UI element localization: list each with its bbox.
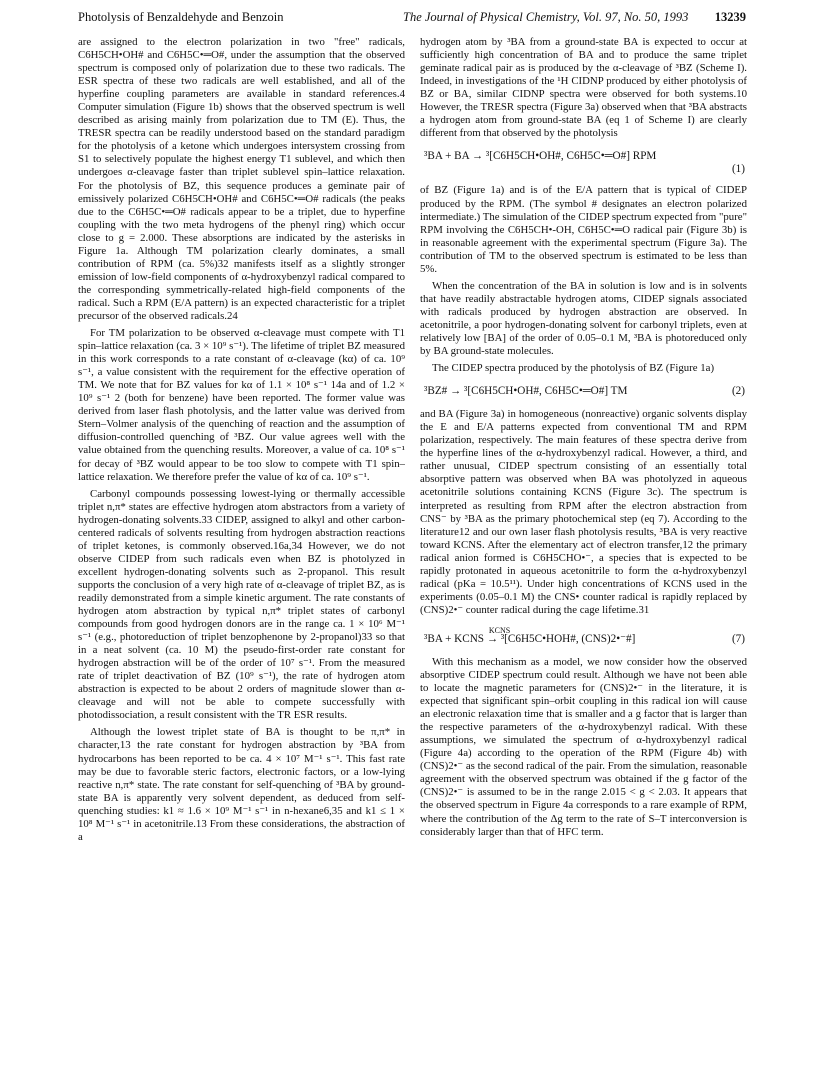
paragraph: For TM polarization to be observed α-cleavage must compete with T1 spin–lattice relaxation (ca. 3 × 10⁹ s⁻¹). The lifetime of triplet BZ measured in this work corresponds to a rate constant of α-cleavage (kα) of ca. 10⁹ s⁻¹, a value consistent with the requirement for the effective operation of TM. We note that for BZ values for kα of 1.1 × 10⁸ s⁻¹ 14a and of 1.2 × 10⁹ s⁻¹ 2 (both for benzene) have been reported. The former value was derived from laser flash photolysis, and the latter value was derived from Stern–Volmer analysis of the quenching of reaction and the assumption of diffusion-controlled quenching of ³BZ. Our value agrees well with the value obtained from the quenching results. Moreover, a value of ca. 10⁸ s⁻¹ for decay of ³BZ would appear to be too slow to compete with T1 spin–lattice relaxation. We therefore prefer the value of kα of ca. 10⁹ s⁻¹.	[78, 327, 405, 483]
page-number: 13239	[714, 10, 746, 24]
equation-number: (7)	[731, 632, 745, 645]
paragraph: are assigned to the electron polarization in two "free" radicals, C6H5CH•OH# and C6H5C•═O#, under the assumption that the observed spectrum is composed only of polarization due to these two radicals. The ESR spectra of these two radicals are well established, and all of the hyperfine coupling parameters are available in standard references.4 Computer simulation (Figure 1b) shows that the observed spectrum is well described as arising mainly from polarization due to TM (E). Thus, the TRESR spectra can be readily understood based on the standard paradigm for the photolysis of a ketone which undergoes intersystem crossing from S1 to selectively populate the highest energy T1 sublevel, and which then undergoes α-cleavage faster than triplet sublevel spin–lattice relaxation. For the photolysis of BZ, this sequence produces a geminate pair of emissively polarized C6H5CH•OH# and C6H5C•═O# radicals (the peaks due to the C6H5C•═O# radicals appear to be a triplet, due to hyperfine coupling with the two meta hydrogens of the phenyl ring) which occur close to g = 2.000. These absorptions are indicated by the asterisks in Figure 1a. Although TM polarization clearly dominates, a small contribution of RPM (ca. 5%)32 manifests itself as a slightly stronger emission of low-field components of α-hydroxybenzyl radical compared to the corresponding symmetrically-related high-field components of the radical. Such a RPM (E/A pattern) is an expected characteristic for a triplet precursor of the observed radicals.24	[78, 36, 405, 322]
equation-1	[420, 150, 747, 176]
arrow-label: KCNS	[488, 625, 511, 635]
paragraph: and BA (Figure 3a) in homogeneous (nonreactive) organic solvents display the E and E/A patterns expected from conventional TM and RPM polarization, respectively. The main features of these spectra derive from the hyperfine lines of the α-hydroxybenzyl radical. However, a third, and rather unusual, CIDEP spectrum consisting of an essentially total absorptive pattern was observed when BA was photolyzed in aqueous acetonitrile solutions containing KCNS (Figure 3c). The spectrum is interpreted as resulting from RPM after the electron abstraction from CNS⁻ by ³BA as the primary photochemical step (eq 7). According to the literature12 and our own laser flash photolysis results, ³BA is very reactive toward KCNS. After the elementary act of electron transfer,12 the primary radical anion formed is C6H5CHO•⁻, a species that is expected to be rapidly protonated in aqueous acetonitrile to form the α-hydroxybenzyl radical (pKa = 10.5¹¹). Under high concentrations of KCNS used in the experiments (0.05–0.1 M) the CNS• counter radical is rapidly replaced by (CNS)2•⁻ counter radical during the cage lifetime.31	[420, 408, 747, 616]
paragraph: With this mechanism as a model, we now consider how the observed absorptive CIDEP spectrum could result. Although we have not been able to locate the magnetic parameters for (CNS)2•⁻ in the literature, it is expected that significant spin–orbit coupling in this radical ion will cause an electronic relaxation time that is smaller and a g factor that is larger than the respective parameters of the α-hydroxybenzyl radical. With these assumptions, we simulated the spectrum of α-hydroxybenzyl radical (Figure 4a) according to the operation of the RPM (Figure 4b) with (CNS)2•⁻ as the second radical of the pair. From the simulation, reasonable agreement with the observed spectrum was obtained if the g factor of the (CNS)2•⁻ is assumed to be in the range 2.015 < g < 2.03. It appears that the observed spectrum in Figure 4a corresponds to a rare example of RPM, where the contribution of the Δg term to the rate of S–T interconversion is considerably larger than that of HFC term.	[420, 655, 747, 838]
paragraph: hydrogen atom by ³BA from a ground-state BA is expected to occur at sufficiently high concentration of BA and to produce the same triplet geminate radical pair as is produced by the α-cleavage of ³BZ (Scheme I). Indeed, in investigations of the ¹H CIDNP produced by either photolysis of BZ or BA, similar CIDNP spectra were observed for both systems.10 However, the TRESR spectra (Figure 3a) observed when that ³BA abstracts a hydrogen atom from ground-state BA (eq 1 of Scheme I) are clearly different from that observed by the photolysis	[420, 36, 747, 140]
paragraph: When the concentration of the BA in solution is low and is in solvents that have readily abstractable hydrogen atoms, CIDEP signals associated with radicals produced by hydrogen abstraction are observed. In acetonitrile, a poor hydrogen-donating solvent for carbonyl triplets, even at relatively low [BA] of the order of 0.05–0.1 M, ³BA is photoreduced only by BA ground-state molecules.	[420, 279, 747, 358]
equation-2	[420, 385, 747, 398]
equation-7	[420, 625, 747, 646]
equation-body: ³BA + BA → ³[C6H5CH•OH#, C6H5C•═O#] RPM	[424, 150, 657, 163]
article-short-title: Photolysis of Benzaldehyde and Benzoin	[78, 10, 284, 24]
left-column	[78, 36, 405, 1056]
equation-number: (2)	[731, 385, 745, 398]
equation-products: ³[C6H5C•HOH#, (CNS)2•⁻#]	[500, 632, 636, 645]
paragraph: Carbonyl compounds possessing lowest-lying or thermally accessible triplet n,π* states are effective hydrogen atom abstractors from a variety of hydrogen-donating solvents.33 CIDEP, assigned to alkyl and other carbon-centered radicals of solvents resulting from hydrogen abstraction reactions of triplet ketones, is commonly observed.16a,34 However, we do not observe CIDEP from such radicals even when BZ is photolyzed in excellent hydrogen-donating solvents such as 2-propanol. This result supports the conclusion of a very high rate of α-cleavage of triplet BZ, as is readily demonstrated from a simple kinetic argument. The rate constants of hydrogen atom abstraction by typical n,π* triplet states of carbonyl compounds from good hydrogen donors are in the range ca. 1 × 10⁶ M⁻¹ s⁻¹ (e.g., photoreduction of triplet benzophenone by 2-propanol)33 so that in a neat solvent (ca. 10 M) the pseudo-first-order rate constant for hydrogen abstraction will be of the order of 10⁷ s⁻¹. From the measured rate of triplet deactivation of BZ (10⁹ s⁻¹), the rate of hydrogen atom abstraction is expected to be about 2 orders of magnitude slower than α-cleavage and will not be able to compete successfully with photodissociation, a result consistent with the TR ESR results.	[78, 487, 405, 722]
paragraph: of BZ (Figure 1a) and is of the E/A pattern that is typical of CIDEP produced by the RPM. (The symbol # designates an electron polarized intermediate.) The simulation of the CIDEP spectrum expected from "pure" RPM involving the C6H5CH•-OH, C6H5C•═O radical pair (Figure 3b) is in reasonable agreement with the experimental spectrum (Figure 3a). The contribution of TM to the observed spectrum is estimated to be less than 5%.	[420, 184, 747, 275]
paragraph: The CIDEP spectra produced by the photolysis of BZ (Figure 1a)	[432, 362, 715, 375]
equation-reactants: ³BA + KCNS	[424, 632, 485, 645]
running-header	[78, 10, 746, 30]
paragraph: Although the lowest triplet state of BA is thought to be π,π* in character,13 the rate constant for hydrogen abstraction by ³BA from hydrocarbons has been reported to be ca. 4 × 10⁷ M⁻¹ s⁻¹. This fast rate may be due to favorable steric factors, electronic factors, or a low-lying reactive n,π* state. The rate constant for self-quenching of ³BA by ground-state BA is apparently very solvent dependent, as deduced from self-quenching studies: k1 ≈ 1.6 × 10⁹ M⁻¹ s⁻¹ in n-hexane6,35 and k1 ≤ 1 × 10⁸ M⁻¹ s⁻¹ in acetonitrile.13 From these considerations, the abstraction of a	[78, 726, 405, 843]
journal-citation: The Journal of Physical Chemistry, Vol. 97, No. 50, 1993	[403, 10, 689, 24]
equation-body	[420, 625, 636, 646]
reaction-arrow: KCNS →	[486, 625, 511, 645]
right-column	[420, 36, 747, 1056]
equation-body: ³BZ# → ³[C6H5CH•OH#, C6H5C•═O#] TM	[424, 385, 628, 398]
equation-number: (1)	[731, 163, 745, 176]
